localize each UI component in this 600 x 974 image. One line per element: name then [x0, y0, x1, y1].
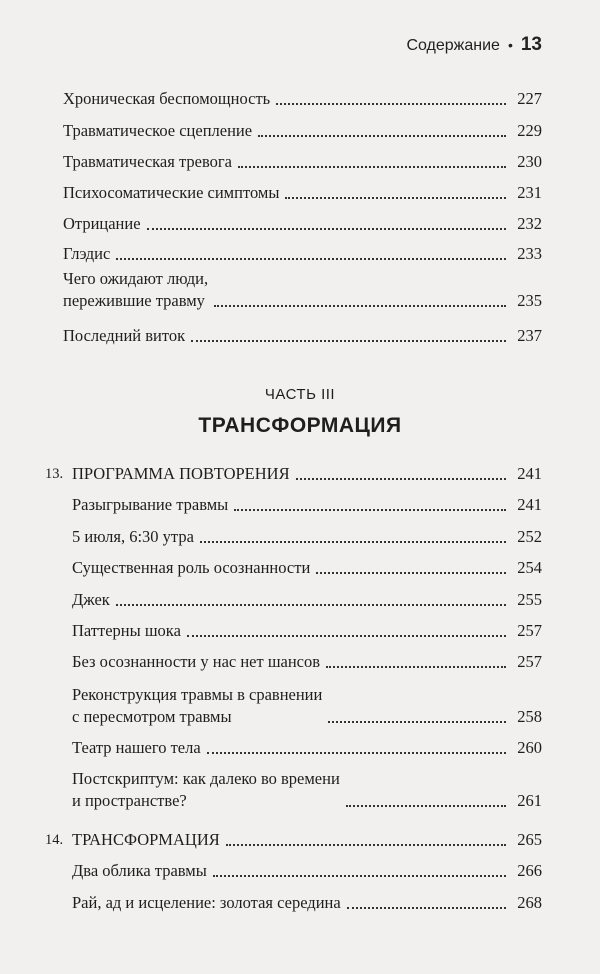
toc-entry-page: 254 — [517, 558, 542, 577]
page-number: 13 — [520, 34, 542, 55]
toc-entry-title: Существенная роль осознанности — [72, 558, 311, 577]
dot-leader — [328, 721, 506, 723]
toc-entry-title: Разыгрывание травмы — [72, 495, 229, 514]
toc-entry-title: пережившие травму — [63, 291, 205, 310]
toc-entry-title: Травматическое сцепление — [63, 121, 253, 140]
chapter-title: ПРОГРАММА ПОВТОРЕНИЯ — [72, 464, 290, 483]
toc-entry-title: Последний виток — [63, 326, 186, 345]
running-head-title: Содержание — [406, 37, 500, 54]
toc-entry-title: Глэдис — [63, 244, 111, 263]
part-title: ТРАНСФОРМАЦИЯ — [198, 414, 402, 437]
part-label: ЧАСТЬ III — [264, 386, 336, 403]
dot-leader — [276, 103, 506, 105]
toc-entry[interactable] — [0, 768, 600, 812]
chapter-page: 265 — [517, 830, 542, 849]
dot-leader — [238, 166, 506, 168]
toc-entry-page: 266 — [517, 861, 542, 880]
toc-entry-page: 257 — [517, 621, 542, 640]
chapter-number: 13. — [45, 466, 64, 482]
dot-leader — [296, 478, 506, 480]
toc-entry-page: 260 — [517, 738, 542, 757]
toc-entry-title-line1: Чего ожидают люди, — [63, 269, 209, 288]
toc-entry-page: 232 — [517, 214, 542, 233]
toc-entry[interactable] — [0, 651, 600, 673]
toc-entry[interactable] — [0, 526, 600, 548]
toc-entry[interactable] — [0, 557, 600, 579]
dot-leader — [200, 541, 506, 543]
toc-entry-title: Театр нашего тела — [72, 738, 201, 757]
toc-entry[interactable] — [0, 120, 600, 142]
toc-entry-page: 235 — [517, 291, 542, 310]
dot-leader — [326, 666, 506, 668]
toc-entry-title: Рай, ад и исцеление: золотая середина — [72, 893, 341, 912]
dot-leader — [213, 875, 506, 877]
toc-entry-title-line1: Постскриптум: как далеко во времени — [72, 769, 340, 788]
toc-entry-page: 241 — [517, 495, 542, 514]
dot-leader — [214, 305, 506, 307]
toc-entry[interactable] — [0, 182, 600, 204]
chapter-title: ТРАНСФОРМАЦИЯ — [72, 830, 220, 849]
toc-entry-page: 227 — [517, 89, 542, 108]
dot-leader — [191, 340, 506, 342]
toc-entry[interactable] — [0, 325, 600, 347]
toc-entry-page: 237 — [517, 326, 542, 345]
toc-entry[interactable] — [0, 213, 600, 235]
toc-entry[interactable] — [0, 684, 600, 728]
toc-entry-page: 257 — [517, 652, 542, 671]
toc-entry-title: Паттерны шока — [72, 621, 181, 640]
toc-entry-page: 231 — [517, 183, 542, 202]
dot-leader — [234, 509, 506, 511]
dot-leader — [346, 805, 506, 807]
toc-entry-title: Без осознанности у нас нет шансов — [72, 652, 321, 671]
toc-entry-title: Травматическая тревога — [63, 152, 232, 171]
toc-entry-title-line1: Реконструкция травмы в сравнении — [72, 685, 323, 704]
toc-entry-page: 258 — [517, 707, 542, 726]
toc-entry-title: Два облика травмы — [72, 861, 207, 880]
dot-leader — [187, 635, 506, 637]
chapter-heading[interactable] — [0, 463, 600, 485]
toc-entry[interactable] — [0, 494, 600, 516]
toc-entry-page: 230 — [517, 152, 542, 171]
toc-entry-title: и пространстве? — [72, 791, 187, 810]
toc-entry-page: 261 — [517, 791, 542, 810]
toc-entry[interactable] — [0, 860, 600, 882]
dot-leader — [258, 135, 506, 137]
dot-leader — [226, 844, 506, 846]
running-head — [406, 34, 542, 56]
toc-entry-page: 255 — [517, 590, 542, 609]
toc-entry-title: Джек — [72, 590, 110, 609]
dot-leader — [116, 258, 506, 260]
chapter-page: 241 — [517, 464, 542, 483]
toc-entry[interactable] — [0, 892, 600, 914]
toc-entry[interactable] — [0, 88, 600, 110]
toc-entry-page: 233 — [517, 244, 542, 263]
toc-entry-page: 268 — [517, 893, 542, 912]
toc-entry-title: Хроническая беспомощность — [63, 89, 271, 108]
toc-entry-title: Отрицание — [63, 214, 141, 233]
dot-leader — [147, 228, 506, 230]
running-head-separator: • — [507, 37, 513, 53]
dot-leader — [347, 907, 506, 909]
dot-leader — [116, 604, 506, 606]
toc-entry-page: 229 — [517, 121, 542, 140]
toc-entry[interactable] — [0, 243, 600, 265]
chapter-number: 14. — [45, 832, 64, 848]
toc-entry-page: 252 — [517, 527, 542, 546]
chapter-heading[interactable] — [0, 829, 600, 851]
dot-leader — [285, 197, 506, 199]
toc-entry-title: 5 июля, 6:30 утра — [72, 527, 194, 546]
dot-leader — [207, 752, 506, 754]
toc-entry[interactable] — [0, 589, 600, 611]
toc-entry-title: Психосоматические симптомы — [63, 183, 280, 202]
toc-entry[interactable] — [0, 737, 600, 759]
toc-entry[interactable] — [0, 268, 600, 312]
toc-entry[interactable] — [0, 620, 600, 642]
dot-leader — [316, 572, 506, 574]
toc-entry[interactable] — [0, 151, 600, 173]
toc-entry-title: с пересмотром травмы — [72, 707, 232, 726]
